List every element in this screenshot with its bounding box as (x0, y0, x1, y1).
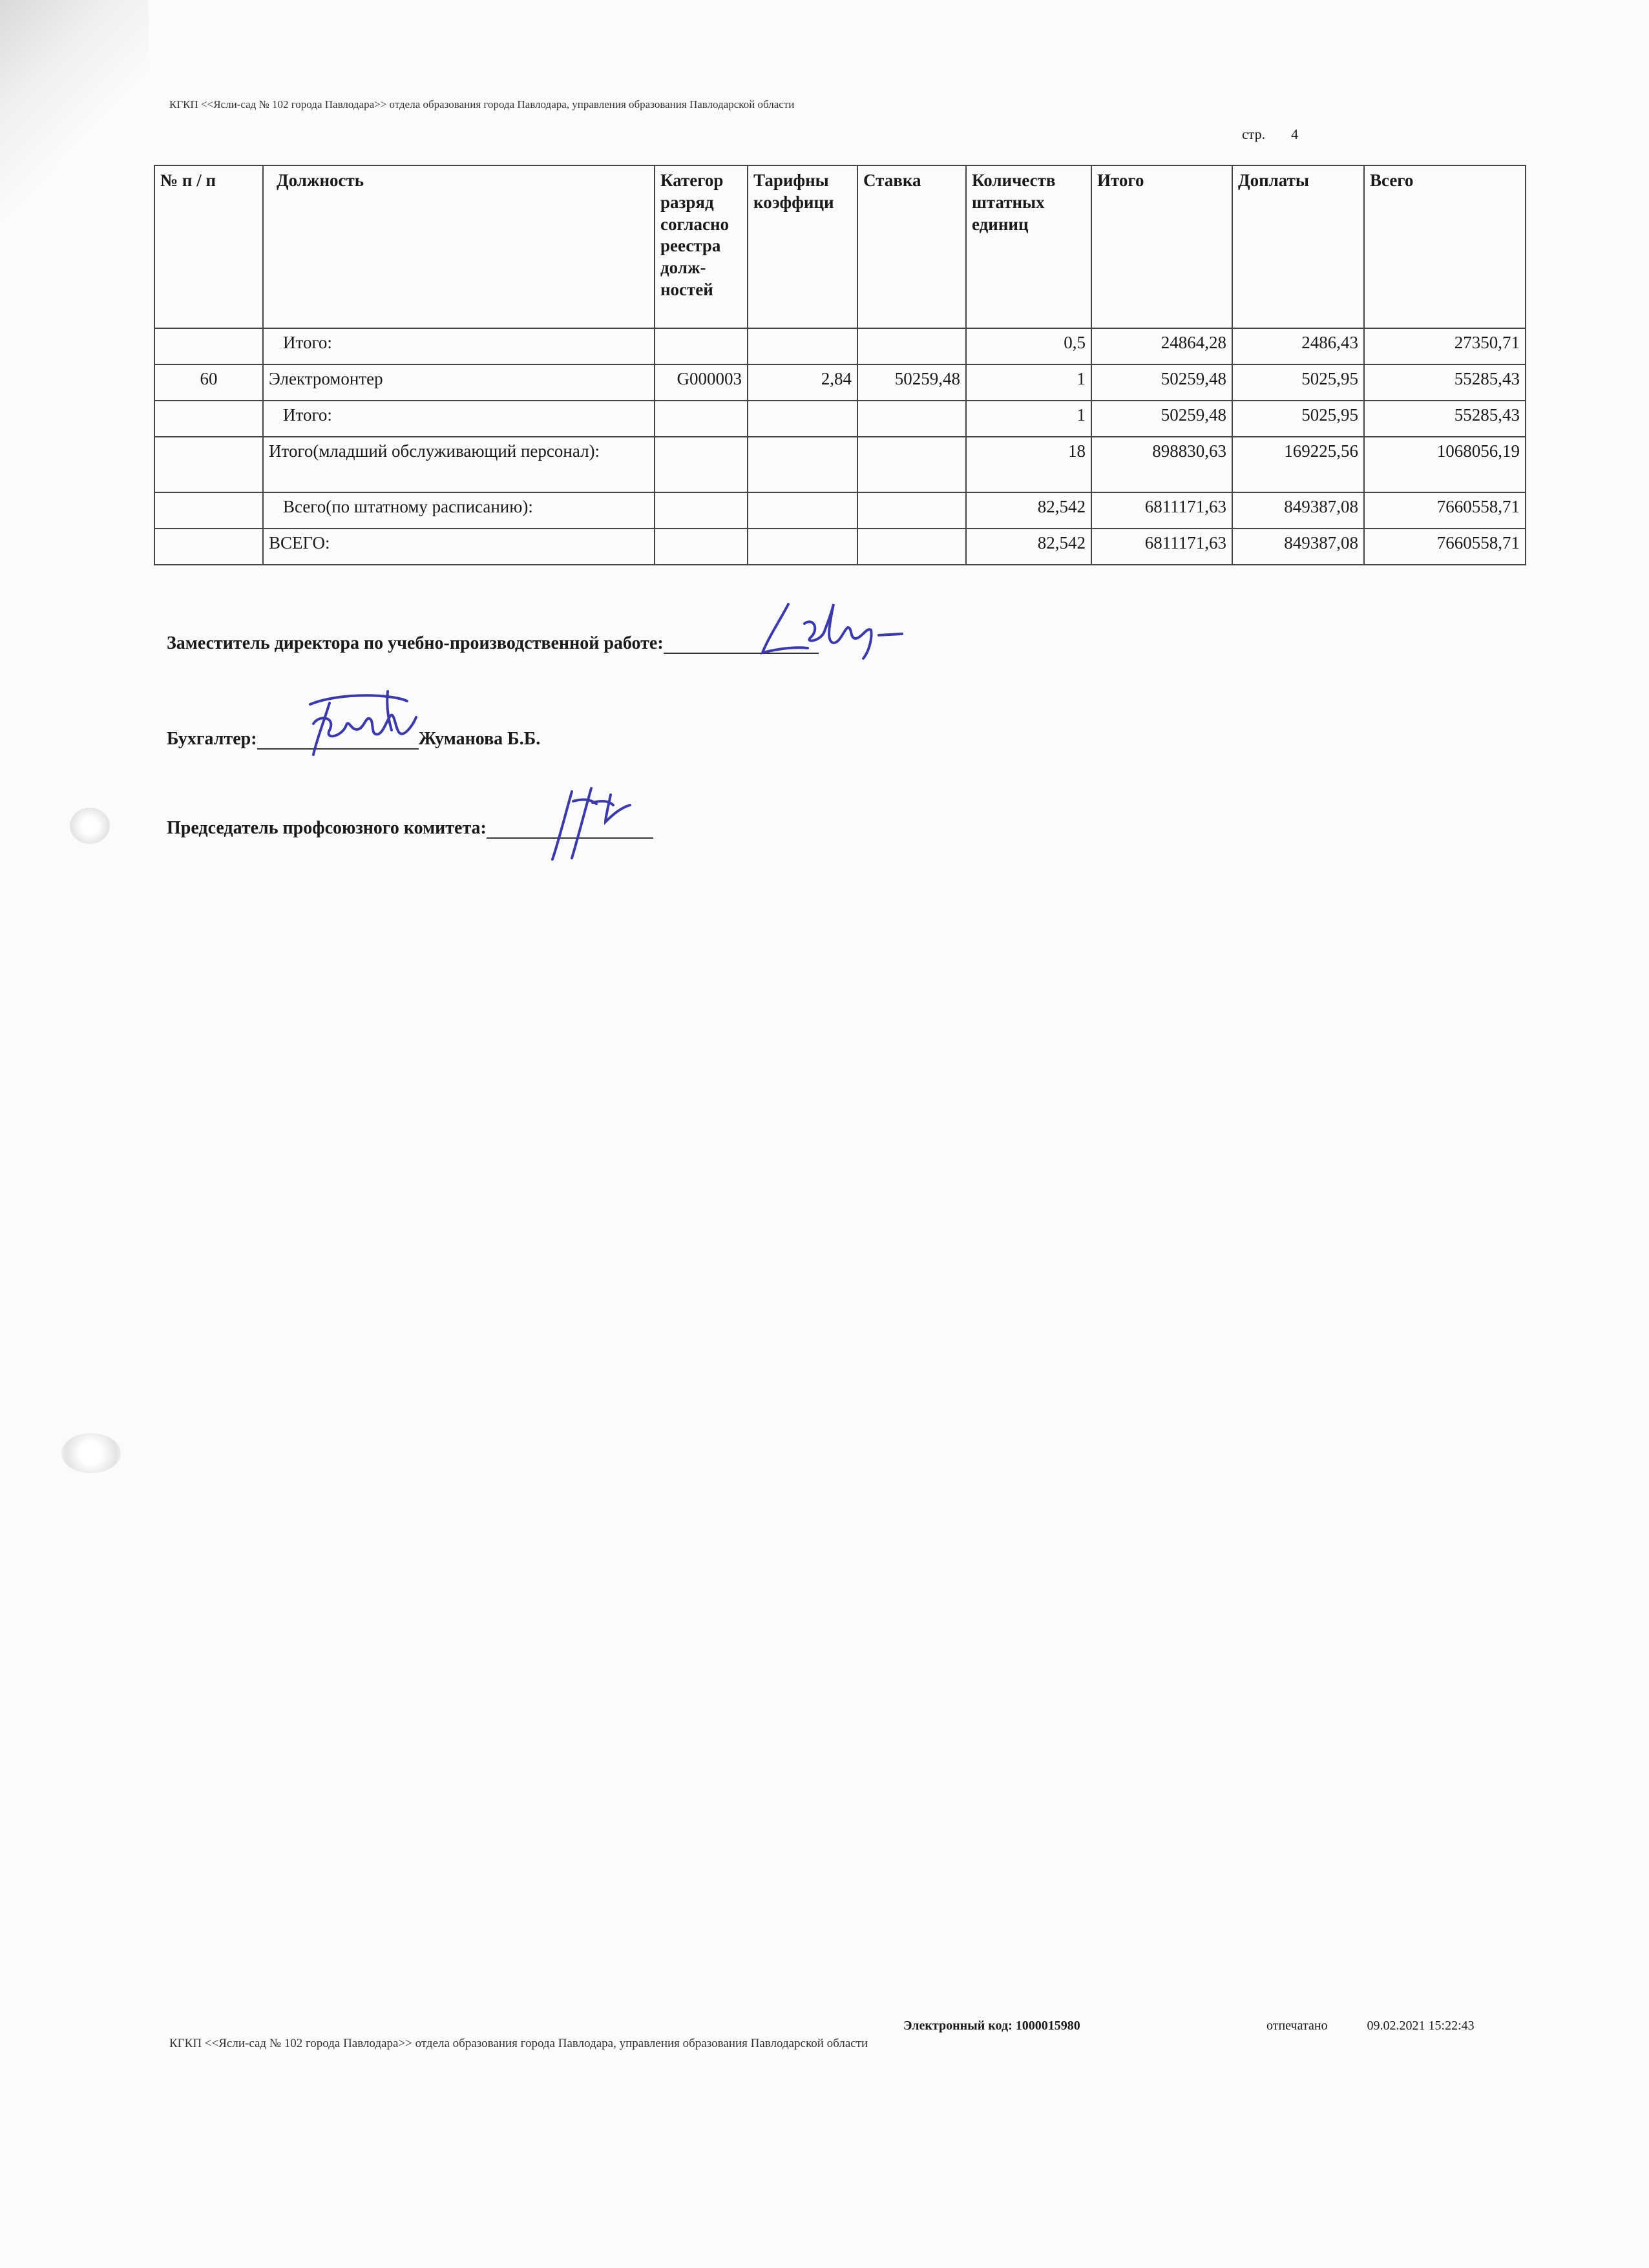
page-label: стр. (1242, 126, 1266, 142)
cell-rate (857, 401, 966, 437)
cell-all: 1068056,19 (1364, 437, 1526, 492)
table-row (154, 529, 1526, 565)
col-header: Доплаты (1232, 165, 1364, 328)
cell-extra: 849387,08 (1232, 529, 1364, 565)
cell-num (154, 437, 263, 492)
cell-position: Итого: (263, 328, 655, 364)
cell-position: Итого(младший обслуживающий персонал): (263, 437, 655, 492)
cell-units: 18 (966, 437, 1091, 492)
cell-category: G000003 (655, 364, 748, 401)
cell-all: 55285,43 (1364, 401, 1526, 437)
printed-at: 09.02.2021 15:22:43 (1367, 2019, 1475, 2033)
cell-total: 898830,63 (1091, 437, 1232, 492)
cell-num (154, 492, 263, 529)
table-row (154, 492, 1526, 529)
page-value: 4 (1291, 126, 1299, 142)
accountant-label: Бухгалтер: (167, 729, 257, 749)
col-header: Тарифны коэффици (748, 165, 857, 328)
printed-label: отпечатано (1266, 2019, 1328, 2033)
table-row (154, 401, 1526, 437)
cell-extra: 849387,08 (1232, 492, 1364, 529)
cell-coef (748, 401, 857, 437)
union-label: Председатель профсоюзного комитета: (167, 818, 487, 838)
cell-rate (857, 492, 966, 529)
footer-org: КГКП <<Ясли-сад № 102 города Павлодара>> отдела образования города Павлодара, управления образования Павлодарской области (169, 2037, 868, 2050)
col-header: Всего (1364, 165, 1526, 328)
cell-coef (748, 529, 857, 565)
cell-rate (857, 529, 966, 565)
cell-position: ВСЕГО: (263, 529, 655, 565)
cell-extra: 5025,95 (1232, 364, 1364, 401)
cell-extra: 2486,43 (1232, 328, 1364, 364)
page-number (1242, 126, 1298, 143)
cell-coef (748, 492, 857, 529)
cell-total: 50259,48 (1091, 401, 1232, 437)
cell-rate (857, 437, 966, 492)
cell-all: 7660558,71 (1364, 529, 1526, 565)
deputy-signature-icon (743, 591, 911, 669)
table-header (154, 165, 1526, 328)
cell-position: Электромонтер (263, 364, 655, 401)
cell-all: 55285,43 (1364, 364, 1526, 401)
cell-category (655, 529, 748, 565)
cell-coef: 2,84 (748, 364, 857, 401)
cell-units: 82,542 (966, 529, 1091, 565)
cell-units: 82,542 (966, 492, 1091, 529)
cell-position: Всего(по штатному расписанию): (263, 492, 655, 529)
cell-num (154, 529, 263, 565)
cell-units: 1 (966, 364, 1091, 401)
cell-extra: 5025,95 (1232, 401, 1364, 437)
table-row (154, 364, 1526, 401)
table-row (154, 328, 1526, 364)
cell-category (655, 328, 748, 364)
staff-table (154, 165, 1526, 565)
union-signature-icon (546, 782, 643, 866)
cell-category (655, 401, 748, 437)
cell-total: 50259,48 (1091, 364, 1232, 401)
cell-num: 60 (154, 364, 263, 401)
cell-category (655, 492, 748, 529)
accountant-signature-icon (284, 678, 433, 762)
cell-all: 7660558,71 (1364, 492, 1526, 529)
cell-rate (857, 328, 966, 364)
header-org: КГКП <<Ясли-сад № 102 города Павлодара>> отдела образования города Павлодара, управления образования Павлодарской области (169, 98, 795, 110)
cell-category (655, 437, 748, 492)
electronic-code: Электронный код: 1000015980 (903, 2019, 1080, 2033)
cell-rate: 50259,48 (857, 364, 966, 401)
hole-punch-top (70, 808, 110, 844)
hole-punch-bottom (61, 1433, 121, 1473)
cell-total: 6811171,63 (1091, 529, 1232, 565)
cell-total: 24864,28 (1091, 328, 1232, 364)
table-row (154, 437, 1526, 492)
col-header: Итого (1091, 165, 1232, 328)
col-header: Категор разряд согласно реестра долж-ностей (655, 165, 748, 328)
printed-info (1266, 2019, 1475, 2033)
scan-corner-shadow (0, 0, 149, 220)
cell-num (154, 401, 263, 437)
cell-num (154, 328, 263, 364)
deputy-signature-line (167, 633, 819, 654)
cell-coef (748, 437, 857, 492)
col-header: Ставка (857, 165, 966, 328)
cell-all: 27350,71 (1364, 328, 1526, 364)
col-header: № п / п (154, 165, 263, 328)
accountant-name: Жуманова Б.Б. (418, 729, 541, 749)
col-header: Должность (263, 165, 655, 328)
col-header: Количеств штатных единиц (966, 165, 1091, 328)
cell-units: 0,5 (966, 328, 1091, 364)
cell-total: 6811171,63 (1091, 492, 1232, 529)
cell-units: 1 (966, 401, 1091, 437)
cell-position: Итого: (263, 401, 655, 437)
cell-extra: 169225,56 (1232, 437, 1364, 492)
deputy-label: Заместитель директора по учебно-производственной работе: (167, 633, 664, 653)
cell-coef (748, 328, 857, 364)
